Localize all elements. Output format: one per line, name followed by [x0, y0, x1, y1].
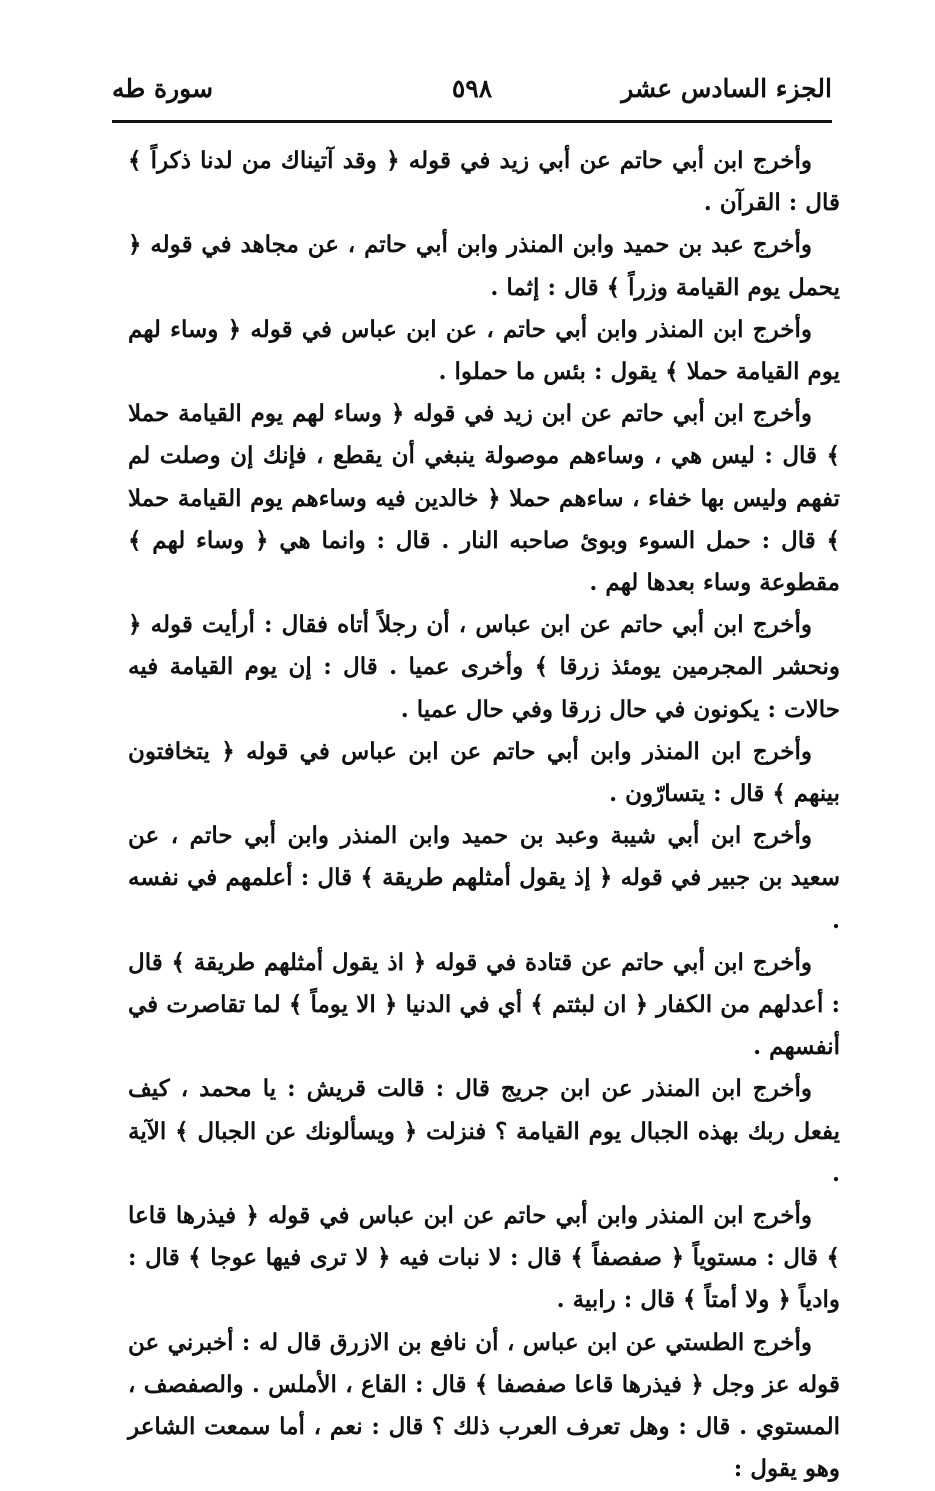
part-title: الجزء السادس عشر	[621, 74, 832, 103]
paragraph: وأخرج ابن المنذر وابن أبي حاتم عن ابن عباس في قوله ﴿ يتخافتون بينهم ﴾ قال : يتسارّون .	[128, 737, 840, 808]
paragraph: وأخرج ابن المنذر عن ابن جريج قال : قالت قريش : يا محمد ، كيف يفعل ربك بهذه الجبال يوم القيامة ؟ فنزلت ﴿ ويسألونك عن الجبال ﴾ الآية .	[128, 1075, 840, 1187]
paragraph: وأخرج ابن أبي حاتم عن قتادة في قوله ﴿ اذ يقول أمثلهم طريقة ﴾ قال : أعدلهم من الكفار ﴿ ان لبثتم ﴾ أي في الدنيا ﴿ الا يوماً ﴾ لما تقاصرت في أنفسهم .	[128, 948, 840, 1061]
paragraph: وأخرج ابن المنذر وابن أبي حاتم ، عن ابن عباس في قوله ﴿ وساء لهم يوم القيامة حملا ﴾ يقول : بئس ما حملوا .	[128, 315, 840, 386]
paragraph: وأخرج ابن أبي حاتم عن ابن زيد في قوله ﴿ وساء لهم يوم القيامة حملا ﴾ قال : ليس هي ، وساءهم موصولة ينبغي أن يقطع ، فإنك إن وصلت لم تفهم وليس بها خفاء ، ساءهم حملا ﴿ خالدين فيه وساءهم يوم القيامة حملا ﴾ قال : حمل السوء وبوئ صاحبه النار . قال : وانما هي ﴿ وساء لهم ﴾ مقطوعة وساء بعدها لهم .	[128, 400, 840, 597]
paragraph: وأخرج ابن المنذر وابن أبي حاتم عن ابن عباس في قوله ﴿ فيذرها قاعا ﴾ قال : مستوياً ﴿ صفصفاً ﴾ قال : لا نبات فيه ﴿ لا ترى فيها عوجا ﴾ قال : وادياً ﴿ ولا أمتاً ﴾ قال : رابية .	[128, 1202, 840, 1314]
header-divider	[112, 120, 832, 123]
paragraph: وأخرج الطستي عن ابن عباس ، أن نافع بن الازرق قال له : أخبرني عن قوله عز وجل ﴿ فيذرها قاعا صفصفا ﴾ قال : القاع ، الأملس . والصفصف ، المستوي . قال : وهل تعرف العرب ذلك ؟ قال : نعم ، أما سمعت الشاعر وهو يقول :	[128, 1328, 840, 1483]
paragraph: وأخرج ابن أبي شيبة وعبد بن حميد وابن المنذر وابن أبي حاتم ، عن سعيد بن جبير في قوله ﴿ إذ يقول أمثلهم طريقة ﴾ قال : أعلمهم في نفسه .	[128, 822, 840, 934]
surah-title: سورة طه	[112, 74, 214, 103]
page-body	[128, 140, 840, 1491]
page-number: ٥٩٨	[451, 74, 493, 103]
paragraph: وأخرج عبد بن حميد وابن المنذر وابن أبي حاتم ، عن مجاهد في قوله ﴿ يحمل يوم القيامة وزراً ﴾ قال : إثما .	[128, 231, 840, 301]
paragraph: وأخرج ابن أبي حاتم عن أبي زيد في قوله ﴿ وقد آتيناك من لدنا ذكراً ﴾ قال : القرآن .	[128, 147, 840, 217]
page-header	[112, 74, 832, 112]
paragraph: وأخرج ابن أبي حاتم عن ابن عباس ، أن رجلاً أتاه فقال : أرأيت قوله ﴿ ونحشر المجرمين يومئذ زرقا ﴾ وأخرى عميا . قال : إن يوم القيامة فيه حالات : يكونون في حال زرقا وفي حال عميا .	[128, 611, 840, 723]
